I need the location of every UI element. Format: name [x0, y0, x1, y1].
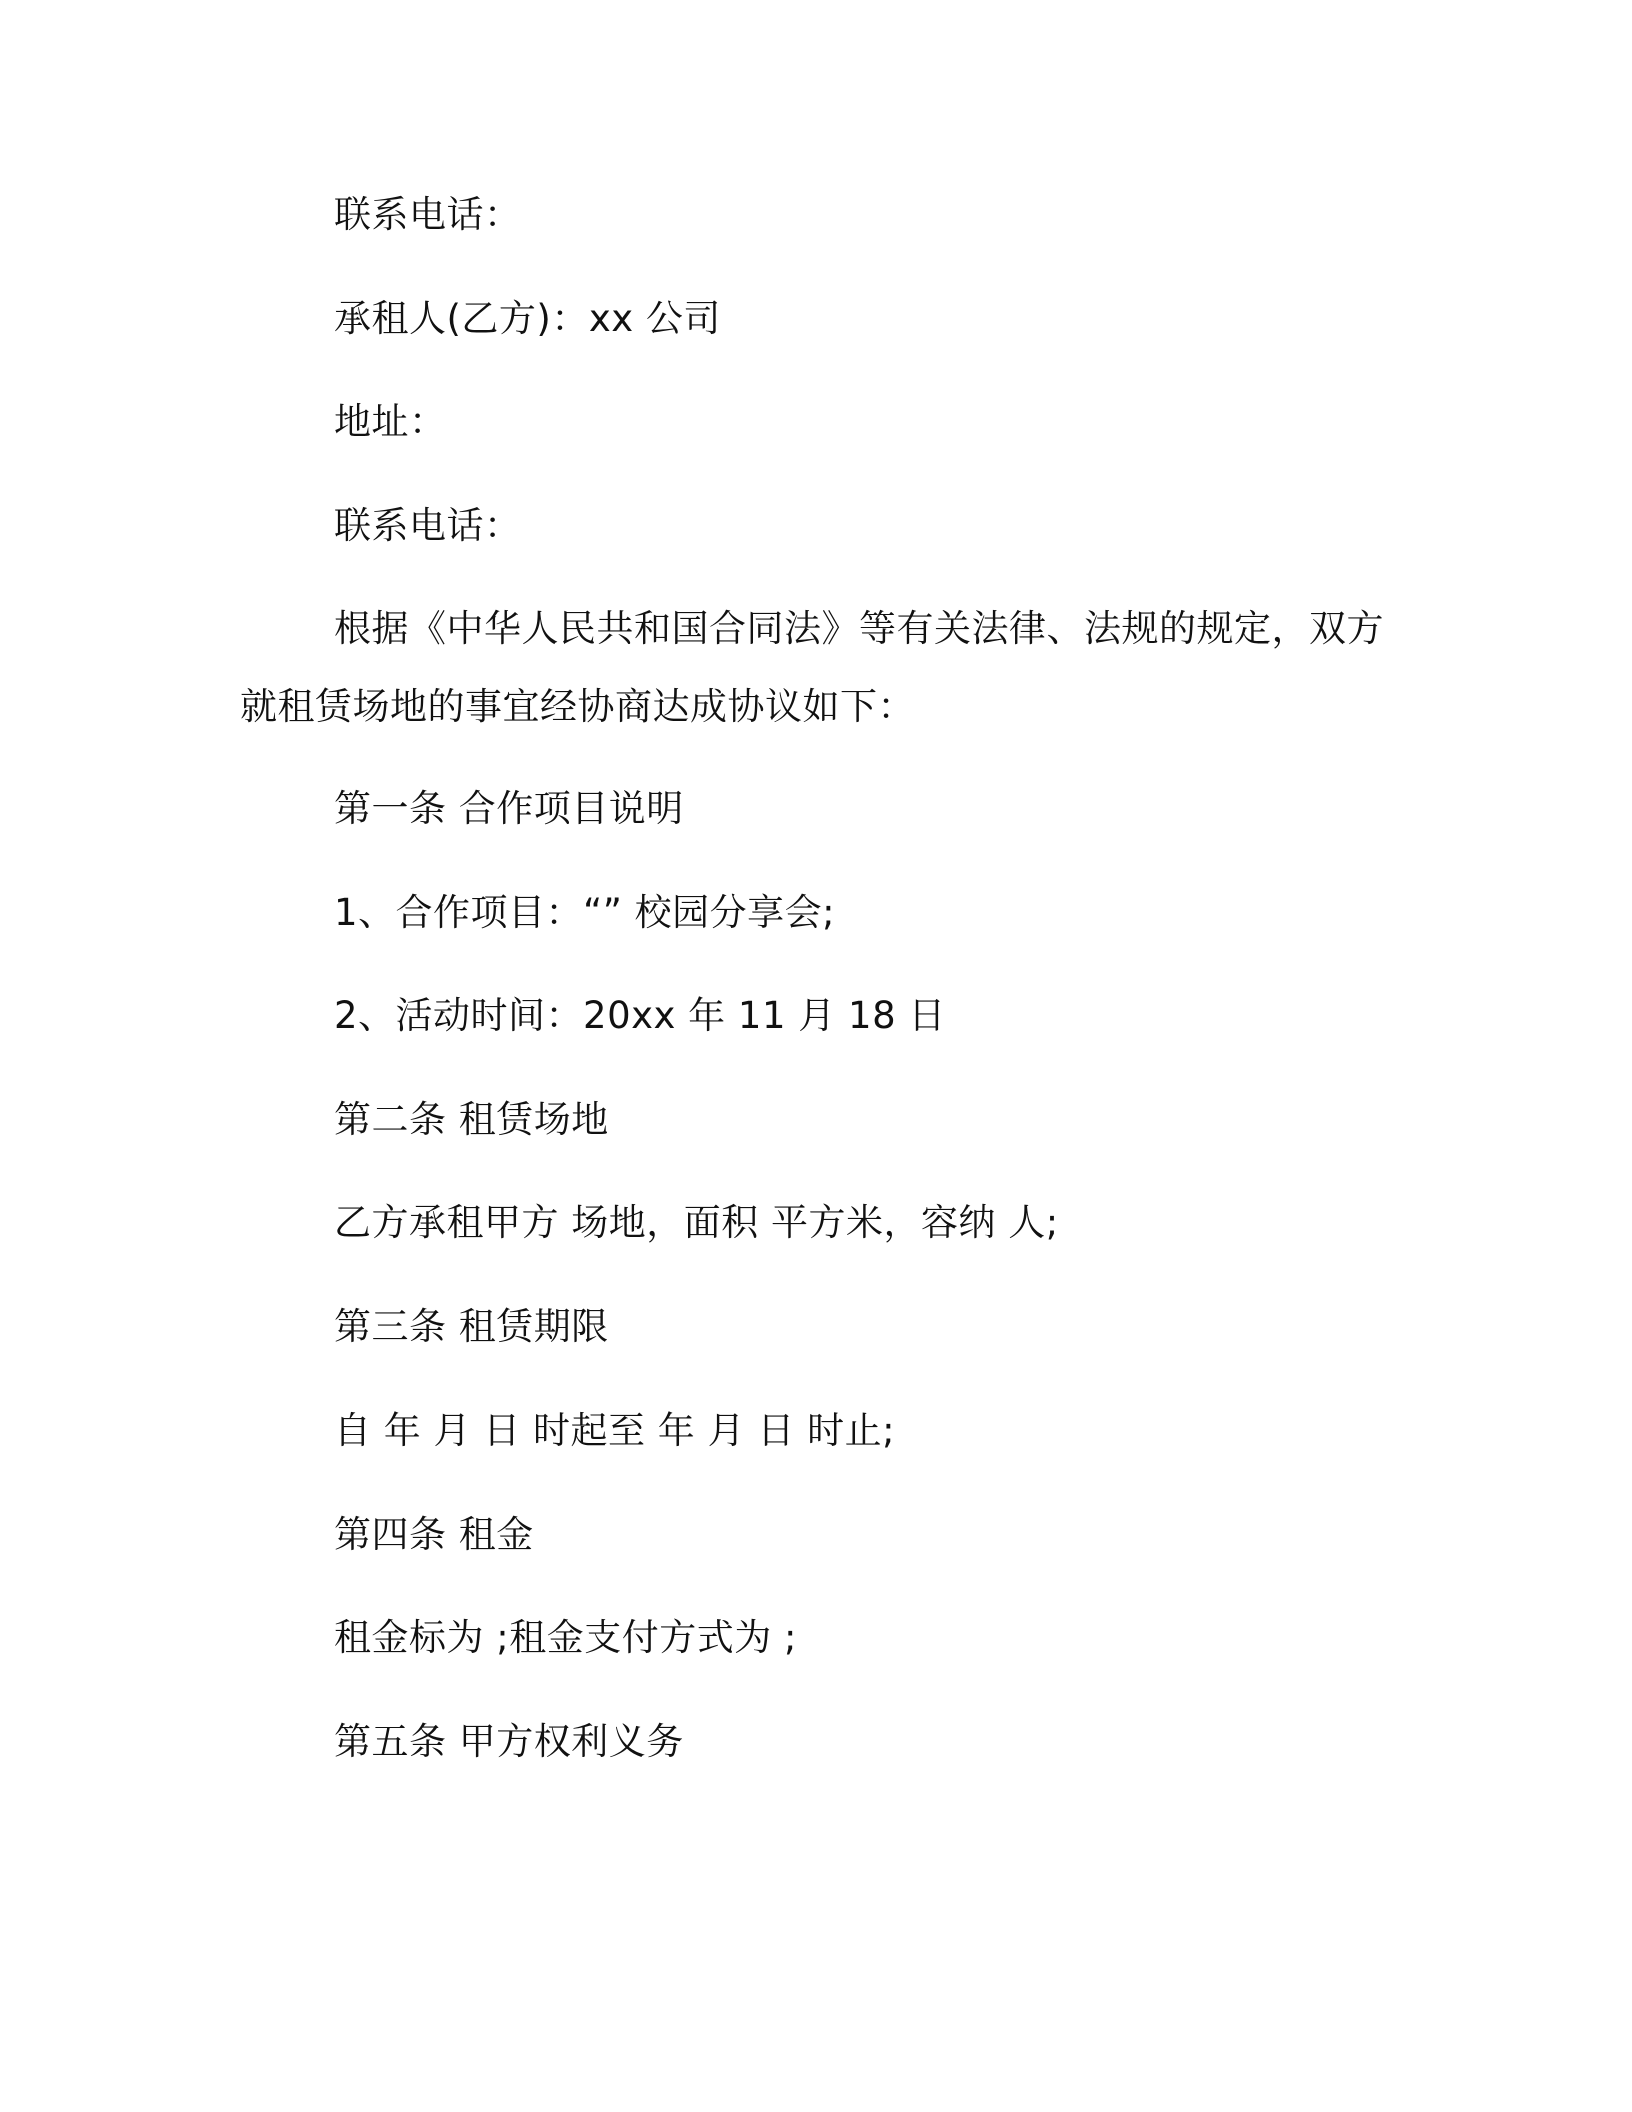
article-2-heading: 第二条 租赁场地 — [334, 1098, 609, 1141]
activity-time-item: 2、活动时间：20xx 年 11 月 18 日 — [334, 994, 946, 1037]
lessor-phone-line: 联系电话： — [334, 193, 522, 236]
article-4-heading: 第四条 租金 — [334, 1513, 534, 1556]
lessee-address-line: 地址： — [334, 400, 447, 443]
rent-clause: 租金标为 ;租金支付方式为 ; — [334, 1616, 797, 1659]
lessee-phone-line: 联系电话： — [334, 504, 522, 547]
project-item: 1、合作项目：“” 校园分享会; — [334, 891, 836, 934]
article-5-heading: 第五条 甲方权利义务 — [334, 1720, 684, 1763]
preamble-line-1: 根据《中华人民共和国合同法》等有关法律、法规的规定，双方 — [334, 607, 1384, 650]
lessee-line: 承租人(乙方)：xx 公司 — [334, 297, 721, 340]
article-3-heading: 第三条 租赁期限 — [334, 1305, 609, 1348]
lease-period-clause: 自 年 月 日 时起至 年 月 日 时止; — [334, 1409, 896, 1452]
article-1-heading: 第一条 合作项目说明 — [334, 787, 684, 830]
preamble-line-2: 就租赁场地的事宜经协商达成协议如下： — [240, 685, 915, 728]
venue-clause: 乙方承租甲方 场地，面积 平方米，容纳 人; — [334, 1201, 1059, 1244]
